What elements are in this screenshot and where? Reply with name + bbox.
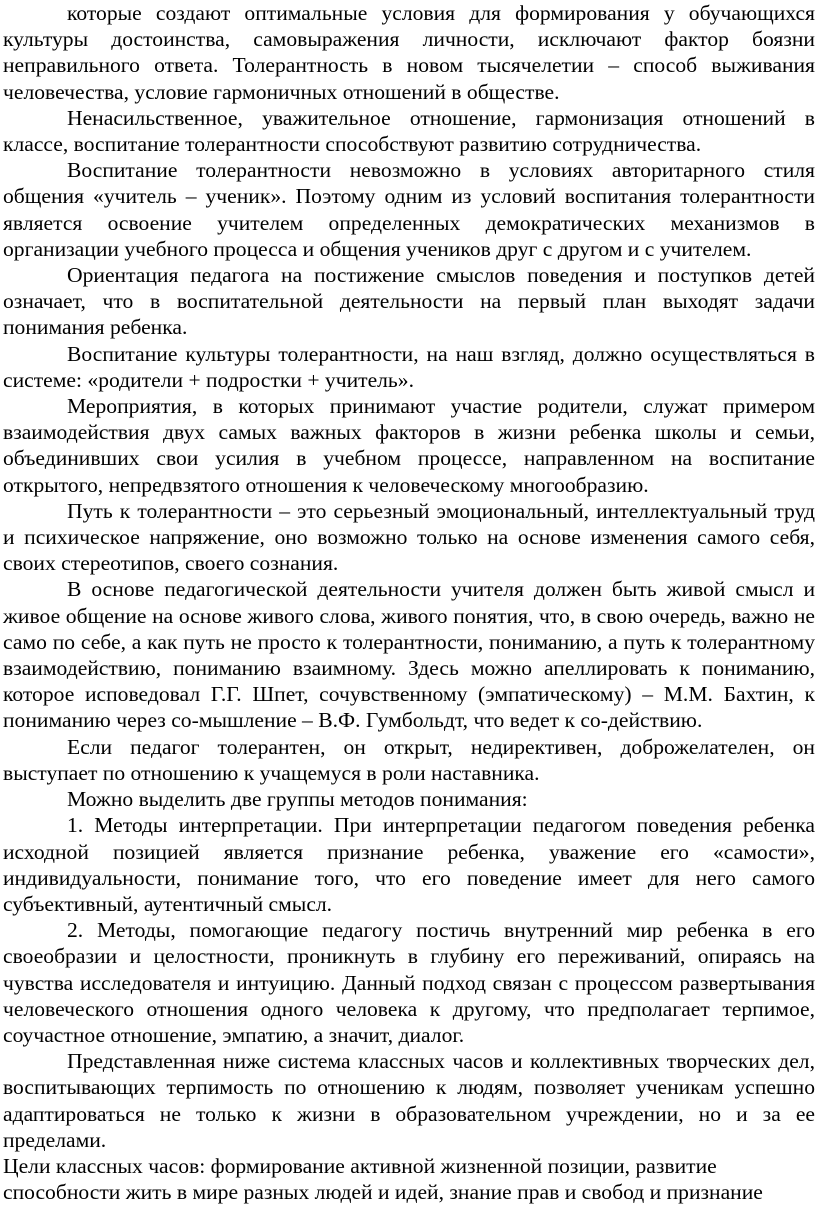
paragraph-12: 2. Методы, помогающие педагогу постичь внутренний мир ребенка в его своеобразии и целостности, проникнуть в глубину его переживаний, опираясь на чувства исследователя и интуицию. Данный подход связан с процессом развертывания человеческого отношения одного человека к другому, что предполагает терпимое, соучастное отношение, эмпатию, а значит, диалог. — [3, 918, 815, 1047]
paragraph-6: Мероприятия, в которых принимают участие родители, служат примером взаимодействия двух самых важных факторов в жизни ребенка школы и семьи, объединивших свои усилия в учебном процессе, направленном на воспитание открытого, непредвзятого отношения к человеческому многообразию. — [3, 394, 815, 497]
paragraph-3: Воспитание толерантности невозможно в условиях авторитарного стиля общения «учитель – ученик». Поэтому одним из условий воспитания толерантности является освоение учителем определенных демократических механизмов в организации учебного процесса и общения учеников друг с другом и с учителем. — [3, 158, 815, 261]
paragraph-7: Путь к толерантности – это серьезный эмоциональный, интеллектуальный труд и психическое напряжение, оно возможно только на основе изменения самого себя, своих стереотипов, своего сознания. — [3, 498, 815, 576]
paragraph-2: Ненасильственное, уважительное отношение, гармонизация отношений в классе, воспитание толерантности способствуют развитию сотрудничества. — [3, 105, 815, 157]
paragraph-10: Можно выделить две группы методов понимания: — [67, 787, 528, 812]
paragraph-5: Воспитание культуры толерантности, на наш взгляд, должно осуществляться в системе: «родители + подростки + учитель». — [3, 341, 815, 392]
paragraph-8: В основе педагогической деятельности учителя должен быть живой смысл и живое общение на основе живого слова, живого понятия, что, в свою очередь, важно не само по себе, а как путь не просто к толерантности, пониманию, а путь к толерантному взаимодействию, пониманию взаимному. Здесь можно апеллировать к пониманию, которое исповедовал Г.Г. Шпет, сочувственному (эмпатическому) – М.М. Бахтин, к пониманию через со-мышление – В.Ф. Гумбольдт, что ведет к со-действию. — [3, 577, 815, 733]
document-page — [3, 0, 815, 1205]
paragraph-1: которые создают оптимальные условия для формирования у обучающихся культуры достоинства, самовыражения личности, исключают фактор боязни неправильного ответа. Толерантность в новом тысячелетии – способ выживания человечества, условие гармоничных отношений в обществе. — [3, 1, 815, 104]
paragraph-11: 1. Методы интерпретации. При интерпретации педагогом поведения ребенка исходной позицией является признание ребенка, уважение его «самости», индивидуальности, понимание того, что его поведение имеет для него самого субъективный, аутентичный смысл. — [3, 813, 815, 916]
paragraph-13: Представленная ниже система классных часов и коллективных творческих дел, воспитывающих терпимость по отношению к людям, позволяет ученикам успешно адаптироваться не только к жизни в образовательном учреждении, но и за ее пределами. — [3, 1049, 815, 1152]
paragraph-14: Цели классных часов: формирование активной жизненной позиции, развитие способности жить в мире разных людей и идей, знание прав и свобод и признание — [3, 1153, 763, 1205]
paragraph-4: Ориентация педагога на постижение смыслов поведения и поступков детей означает, что в воспитательной деятельности на первый план выходят задачи понимания ребенка. — [3, 263, 815, 340]
paragraph-9: Если педагог толерантен, он открыт, недирективен, доброжелателен, он выступает по отношению к учащемуся в роли наставника. — [3, 734, 815, 785]
